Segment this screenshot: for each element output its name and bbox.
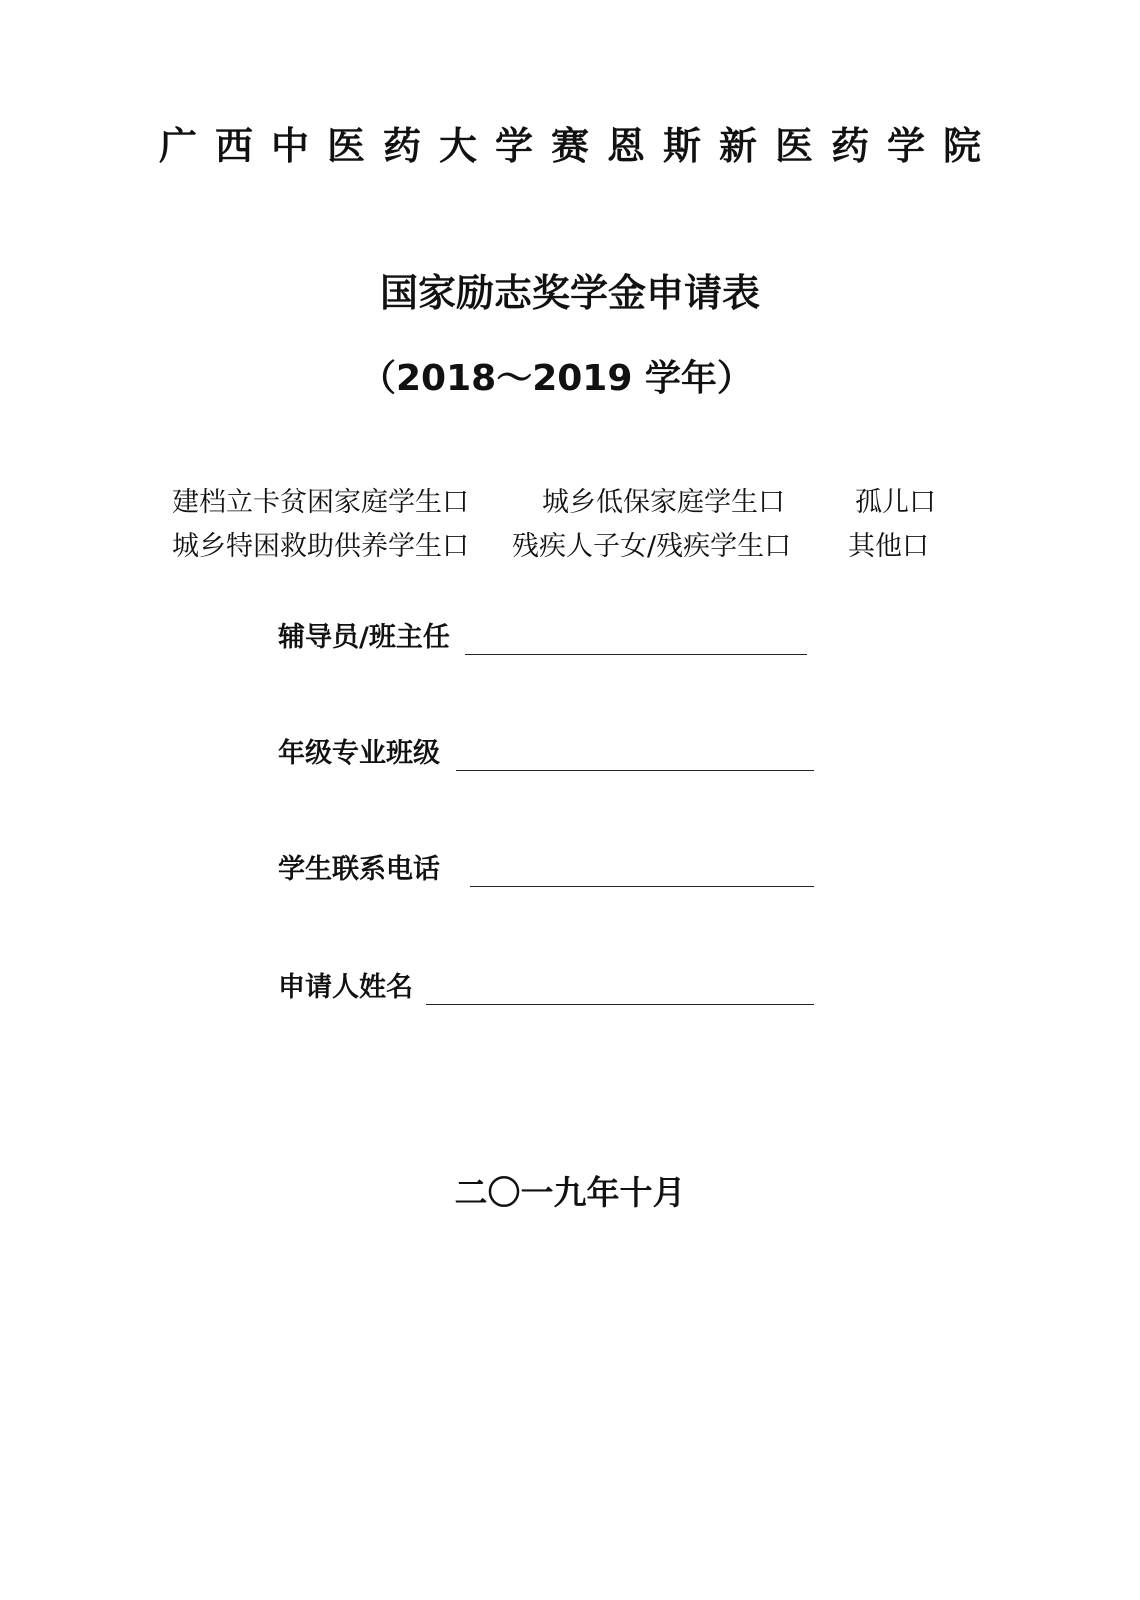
category-option-orphan[interactable]: 孤儿口 — [855, 487, 936, 518]
grade-major-class-input-line[interactable] — [456, 770, 814, 771]
grade-major-class-field[interactable] — [278, 732, 838, 776]
form-title: 国家励志奖学金申请表 — [379, 271, 760, 315]
phone-input-line[interactable] — [470, 886, 814, 887]
school-year: （2018～2019 学年） — [360, 358, 753, 399]
counselor-label: 辅导员/班主任 — [278, 622, 450, 653]
category-option-other[interactable]: 其他口 — [848, 531, 929, 562]
applicant-name-label: 申请人姓名 — [278, 972, 413, 1003]
applicant-name-input-line[interactable] — [426, 1004, 814, 1005]
institution-name: 广西中医药大学赛恩斯新医药学院 — [158, 124, 999, 168]
counselor-field[interactable] — [278, 616, 838, 660]
grade-major-class-label: 年级专业班级 — [278, 738, 440, 769]
applicant-name-field[interactable] — [278, 966, 838, 1010]
phone-label: 学生联系电话 — [278, 854, 440, 885]
category-option-disability[interactable]: 残疾人子女/残疾学生口 — [512, 531, 792, 562]
category-option-low-income[interactable]: 城乡低保家庭学生口 — [542, 487, 785, 518]
category-option-special-hardship[interactable]: 城乡特困救助供养学生口 — [172, 531, 469, 562]
counselor-input-line[interactable] — [465, 654, 807, 655]
category-option-poverty-registered[interactable]: 建档立卡贫困家庭学生口 — [172, 487, 469, 518]
phone-field[interactable] — [278, 848, 838, 892]
document-date: 二〇一九年十月 — [454, 1173, 686, 1212]
